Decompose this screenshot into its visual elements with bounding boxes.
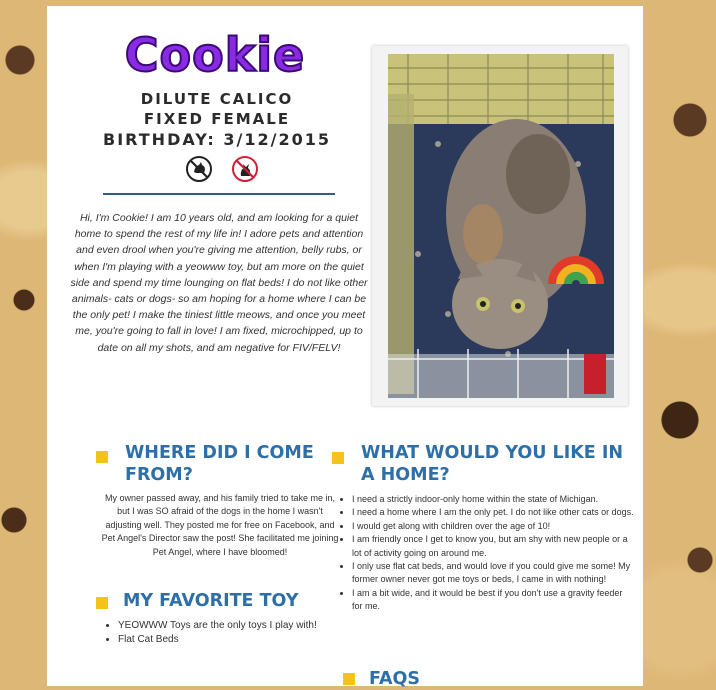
- home-item: • I am friendly once I get to know you, but am shy with new people or a lot of activity going on around me.: [352, 533, 635, 560]
- divider-line: [103, 193, 335, 195]
- bullet-square: [96, 597, 108, 609]
- toy-heading: MY FAVORITE TOY: [123, 591, 299, 611]
- toy-item: • Flat Cat Beds: [118, 633, 345, 647]
- home-heading: WHAT WOULD YOU LIKE IN A HOME?: [361, 443, 623, 485]
- bullet-square: [343, 673, 355, 685]
- adoption-flyer: [47, 6, 643, 689]
- breed-label: DILUTE CALICO: [140, 90, 294, 108]
- cat-photo-image: [388, 54, 614, 398]
- home-item: • I need a strictly indoor-only home within the state of Michigan.: [352, 493, 635, 506]
- birthday-label: BIRTHDAY: 3/12/2015: [103, 130, 331, 149]
- no-cats-icon: [231, 155, 259, 183]
- bullet-square: [332, 452, 344, 464]
- faqs-heading: FAQS: [369, 669, 420, 689]
- no-dogs-icon: [185, 155, 213, 183]
- sex-label: FIXED FEMALE: [143, 110, 291, 128]
- home-item: • I would get along with children over the age of 10!: [352, 520, 635, 533]
- home-item: • I am a bit wide, and it would be best if you don't use a gravity feeder for me.: [352, 587, 635, 614]
- toy-item: • YEOWWW Toys are the only toys I play with!: [118, 619, 345, 633]
- home-item: • I only use flat cat beds, and would love if you could give me some! My former owner never got me toys or beds, I came in with nothing!: [352, 560, 635, 587]
- bio-text: Hi, I'm Cookie! I am 10 years old, and am looking for a quiet home to spend the rest of my life in! I adore pets and attention and even drool when you're giving me attention, belly rubs, or when I'm playing with a yeowww toy, but am more on the quiet side and spend my time lounging on flat beds! I do not like other animals- cats or dogs- so am hoping for a home where I can be the only pet! I make the tiniest little meows, and once you meet me, you're going to fall in love! I am fixed, microchipped, up to date on all my shots, and am negative for FIV/FELV!: [70, 212, 368, 354]
- home-list: [339, 493, 635, 614]
- where-text: My owner passed away, and his family tried to take me in, but I was SO afraid of the dogs in the home I wasn't adjusting well. They posted me for free on Facebook, and Pet Angel's Director saw the post! She facilitated me joining Pet Angel, where I have bloomed!: [101, 493, 339, 557]
- compatibility-icons: [177, 155, 267, 189]
- cat-photo: [372, 46, 628, 406]
- cat-name-title: Cookie: [124, 28, 306, 82]
- home-item: • I need a home where I am the only pet. I do not like other cats or dogs.: [352, 506, 635, 519]
- bullet-square: [96, 451, 108, 463]
- where-heading: WHERE DID I COME FROM?: [125, 443, 314, 485]
- toy-list: [105, 619, 345, 647]
